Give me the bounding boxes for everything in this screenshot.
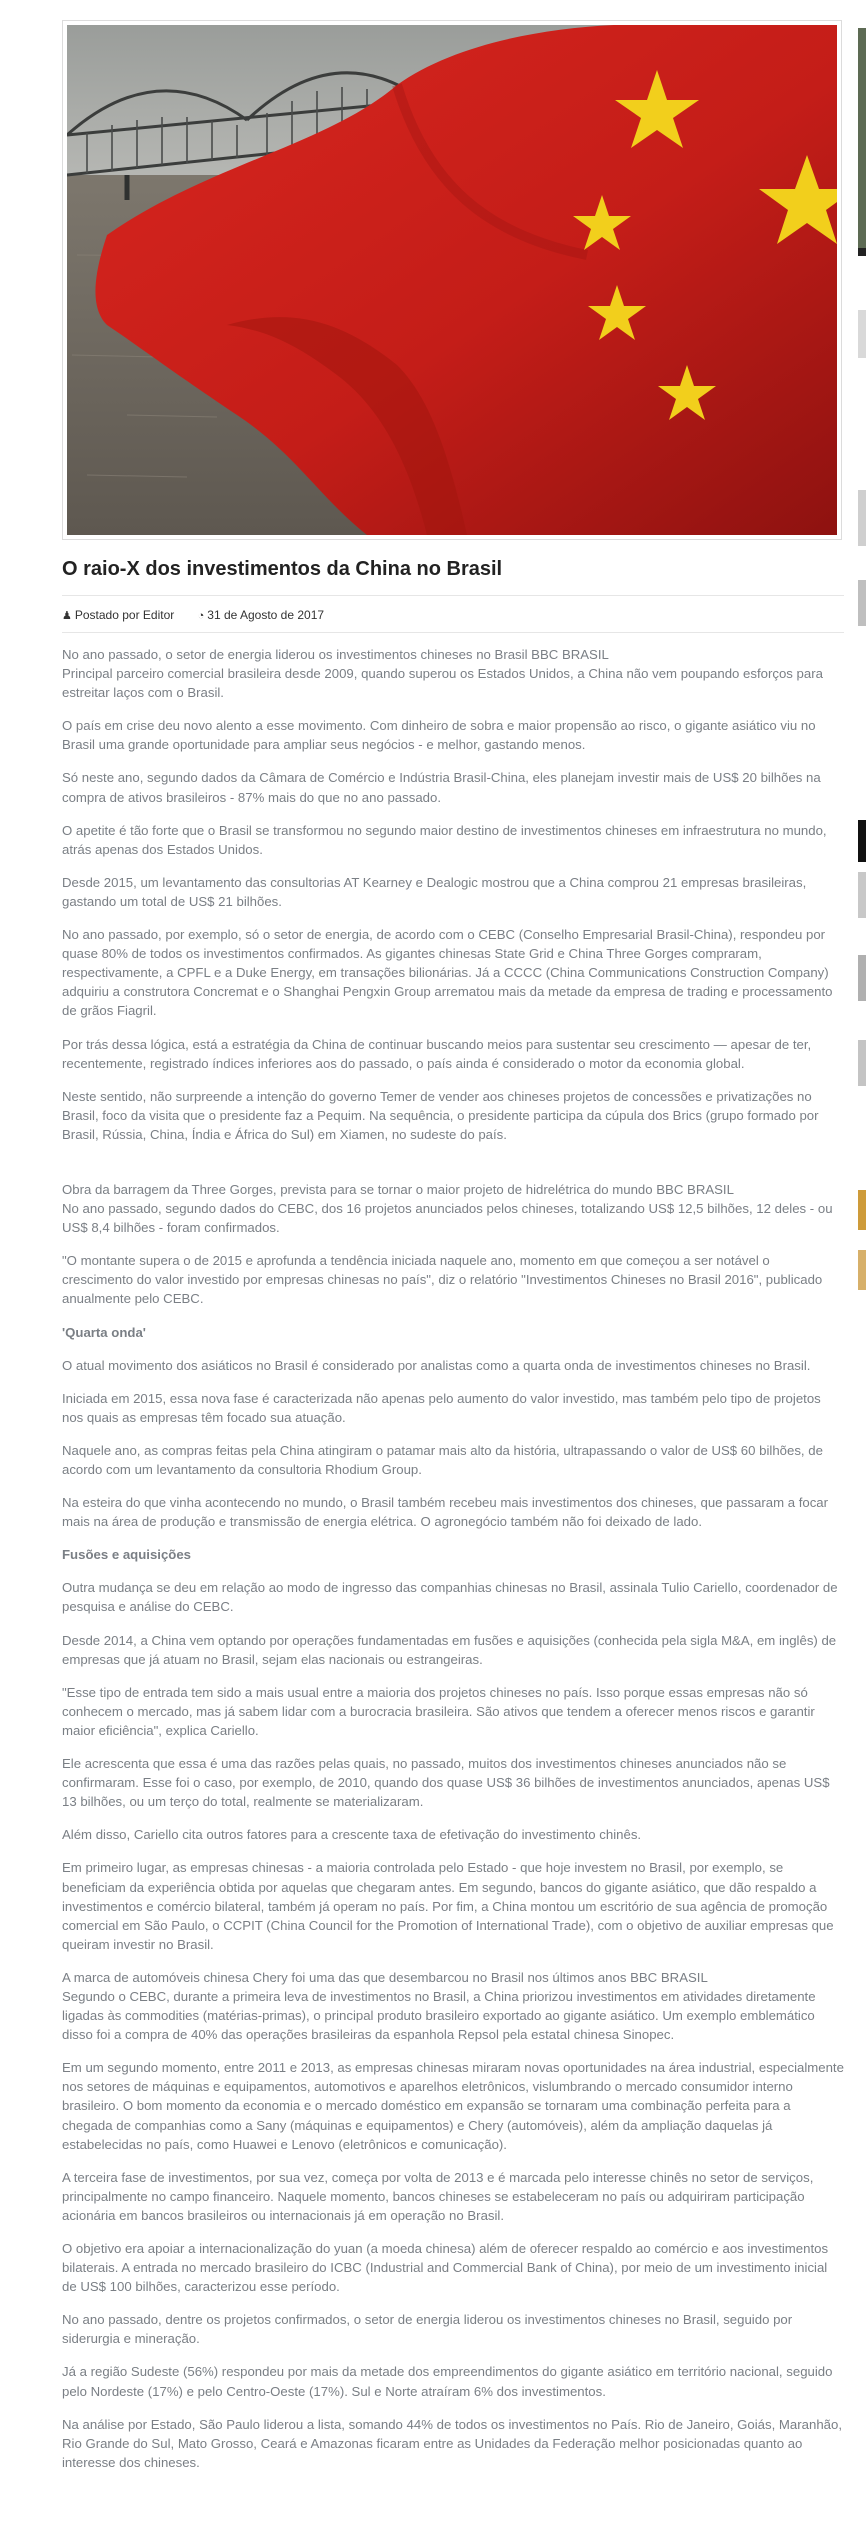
paragraph: Além disso, Cariello cita outros fatores para a crescente taxa de efetivação do investimento chinês. [62,1827,642,1843]
paragraph: O objetivo era apoiar a internacionalização do yuan (a moeda chinesa) além de oferecer respaldo ao comércio e aos investimentos bilaterais. A entrada no mercado brasileiro do ICBC (Industrial and Commercial Bank of China), por meio de um investimento inicial de US$ 100 bilhões, caracterizou esse período. [62,2241,829,2295]
sidebar-thumbnail[interactable] [858,1040,866,1086]
article-title: O raio-X dos investimentos da China no Brasil [62,558,844,596]
paragraph: Em primeiro lugar, as empresas chinesas - a maioria controlada pelo Estado - que hoje investem no Brasil, por exemplo, se beneficiam da experiência obtida por aquelas que chegaram antes. Em segundo, bancos do gigante asiático, que dão respaldo a investimentos e comércio bilateral, também já operam no país. Por fim, a China montou um escritório de sua agência de promoção comercial em São Paulo, o CCPIT (China Council for the Promotion of International Trade), com o objetivo de auxiliar empresas que queiram investir no Brasil. [62,1860,834,1952]
section-heading: 'Quarta onda' [62,1324,146,1340]
paragraph: "O montante supera o de 2015 e aprofunda a tendência iniciada naquele ano, momento em que começou a ser notável o crescimento do valor investido por empresas chinesas no país", diz o relatório "Investimentos Chineses no Brasil 2016", publicado anualmente pelo CEBC. [62,1253,823,1307]
date-label: 31 de Agosto de 2017 [207,608,325,622]
paragraph: Já a região Sudeste (56%) respondeu por mais da metade dos empreendimentos do gigante asiático em território nacional, seguido pelo Nordeste (17%) e pelo Centro-Oeste (17%). Sul e Norte atraíram 6% dos investimentos. [62,2364,833,2399]
paragraph: O atual movimento dos asiáticos no Brasil é considerado por analistas como a quarta onda de investimentos chineses no Brasil. [62,1357,811,1373]
sidebar-thumbnail[interactable] [858,1190,866,1230]
sidebar-thumbnail[interactable] [858,1250,866,1290]
sidebar-thumbnail[interactable] [858,310,866,358]
user-icon: ♟ [62,610,72,622]
paragraph: No ano passado, por exemplo, só o setor de energia, de acordo com o CEBC (Conselho Empresarial Brasil-China), respondeu por quase 80% de todos os investimentos confirmados. As gigantes chinesas State Grid e China Three Gorges compraram, respectivamente, a CPFL e a Duke Energy, em transações bilionárias. Já a CCCC (China Communications Construction Company) adquiriu a construtora Concremat e o Shanghai Pengxin Group arrematou mais da metade da empresa de trading e processamento de grãos Fiagril. [62,927,833,1019]
sidebar-divider [858,820,866,862]
paragraph: Na análise por Estado, São Paulo liderou a lista, somando 44% de todos os investimentos no País. Rio de Janeiro, Goiás, Maranhão, Rio Grande do Sul, Mato Grosso, Ceará e Amazonas ficaram entre as Unidades da Federação melhor posicionadas quanto ao interesse dos chineses. [62,2416,842,2470]
sidebar-edge [858,0,866,2529]
sidebar-divider [858,248,866,256]
author-meta [62,608,184,622]
sidebar-thumbnail[interactable] [858,580,866,626]
paragraph: "Esse tipo de entrada tem sido a mais usual entre a maioria dos projetos chineses no país. Isso porque essas empresas não só conhecem o mercado, mas já sabem lidar com a burocracia brasileira. São ativos que tendem a oferecer menos riscos e garantir maior eficiência", explica Cariello. [62,1684,815,1738]
paragraph: Só neste ano, segundo dados da Câmara de Comércio e Indústria Brasil-China, eles planejam investir mais de US$ 20 bilhões na compra de ativos brasileiros - 87% mais do que no ano passado. [62,770,821,805]
paragraph: Na esteira do que vinha acontecendo no mundo, o Brasil também recebeu mais investimentos dos chineses, que passaram a focar mais na área de produção e transmissão de energia elétrica. O agronegócio também não foi deixado de lado. [62,1495,829,1530]
article [62,20,844,2486]
paragraph: Naquele ano, as compras feitas pela China atingiram o patamar mais alto da história, ultrapassando o valor de US$ 60 bilhões, de acordo com um levantamento da consultoria Rhodium Group. [62,1442,823,1477]
paragraph: Desde 2015, um levantamento das consultorias AT Kearney e Dealogic mostrou que a China comprou 21 empresas brasileiras, gastando um total de US$ 21 bilhões. [62,874,807,909]
paragraph: Desde 2014, a China vem optando por operações fundamentadas em fusões e aquisições (conhecida pela sigla M&A, em inglês) de empresas que já atuam no Brasil, sejam elas nacionais ou estrangeiras. [62,1632,837,1667]
paragraph: Ele acrescenta que essa é uma das razões pelas quais, no passado, muitos dos investimentos chineses anunciados não se confirmaram. Esse foi o caso, por exemplo, de 2010, quando dos quase US$ 36 bilhões de investimentos anunciados, apenas US$ 13 bilhões, ou um terço do total, realmente se materializaram. [62,1756,830,1810]
paragraph: Obra da barragem da Three Gorges, prevista para se tornar o maior projeto de hidrelétrica do mundo BBC BRASIL No ano passado, segundo dados do CEBC, dos 16 projetos anunciados pelos chineses, totalizando US$ 12,5 bilhões, 12 deles - ou US$ 8,4 bilhões - foram confirmados. [62,1181,833,1236]
paragraph: O país em crise deu novo alento a esse movimento. Com dinheiro de sobra e maior propensão ao risco, o gigante asiático viu no Brasil uma grande oportunidade para ampliar seus negócios - e melhor, gastando menos. [62,718,816,753]
sidebar-thumbnail[interactable] [858,28,866,248]
sidebar-thumbnail[interactable] [858,872,866,918]
paragraph: Neste sentido, não surpreende a intenção do governo Temer de vender aos chineses projetos de concessões e privatizações no Brasil, foco da visita que o presidente faz a Pequim. Na sequência, o presidente participa da cúpula dos Brics (grupo formado por Brasil, Rússia, China, Índia e África do Sul) em Xiamen, no sudeste do país. [62,1088,819,1142]
sidebar-thumbnail[interactable] [858,955,866,1001]
paragraph: Outra mudança se deu em relação ao modo de ingresso das companhias chinesas no Brasil, assinala Tulio Cariello, coordenador de pesquisa e análise do CEBC. [62,1580,838,1615]
sidebar-thumbnail[interactable] [858,490,866,546]
date-meta [198,608,334,622]
post-meta [62,608,844,633]
paragraph: No ano passado, o setor de energia liderou os investimentos chineses no Brasil BBC BRASIL Principal parceiro comercial brasileira desde 2009, quando superou os Estados Unidos, a China não vem poupando esforços para estreitar laços com o Brasil. [62,647,823,701]
paragraph: No ano passado, dentre os projetos confirmados, o setor de energia liderou os investimentos chineses no Brasil, seguido por siderurgia e mineração. [62,2312,793,2347]
paragraph: A terceira fase de investimentos, por sua vez, começa por volta de 2013 e é marcada pelo interesse chinês no setor de serviços, principalmente no campo financeiro. Naquele momento, bancos chineses se estabeleceram no país ou adquiriram participação acionária em bancos brasileiros ou internacionais já em operação no Brasil. [62,2169,814,2223]
clock-icon: ◔ [197,610,205,622]
paragraph: O apetite é tão forte que o Brasil se transformou no segundo maior destino de investimentos chineses em infraestrutura no mundo, atrás apenas dos Estados Unidos. [62,822,827,857]
paragraph: Iniciada em 2015, essa nova fase é caracterizada não apenas pelo aumento do valor investido, mas também pelo tipo de projetos nos quais as empresas têm focado sua atuação. [62,1390,821,1425]
author-label: Postado por Editor [74,608,175,622]
paragraph: A marca de automóveis chinesa Chery foi uma das que desembarcou no Brasil nos últimos anos BBC BRASIL Segundo o CEBC, durante a primeira leva de investimentos no Brasil, a China priorizou investimentos em atividades diretamente ligadas às commodities (matérias-primas), o principal produto brasileiro exportado ao gigante asiático. Um exemplo emblemático disso foi a compra de 40% das operações brasileiras da espanhola Repsol pela estatal chinesa Sinopec. [62,1969,816,2043]
paragraph: Por trás dessa lógica, está a estratégia da China de continuar buscando meios para sustentar seu crescimento — apesar de ter, recentemente, registrado índices inferiores aos do passado, o país ainda é considerado o motor da economia global. [62,1036,812,1071]
section-heading: Fusões e aquisições [62,1547,191,1563]
hero-image[interactable] [67,25,837,535]
hero-image-frame [62,20,842,540]
paragraph: Em um segundo momento, entre 2011 e 2013, as empresas chinesas miraram novas oportunidades na área industrial, especialmente nos setores de máquinas e equipamentos, automotivos e aparelhos eletrônicos, vislumbrando o mercado consumidor interno brasileiro. O bom momento da economia e o mercado doméstico em expansão se tornaram uma combinação perfeita para a chegada de companhias como a Sany (máquinas e equipamentos) e Chery (automóveis), além da ampliação daquelas já estabelecidas no país, como Huawei e Lenovo (eletrônicos e comunicação). [62,2060,844,2152]
article-body [62,645,844,2472]
